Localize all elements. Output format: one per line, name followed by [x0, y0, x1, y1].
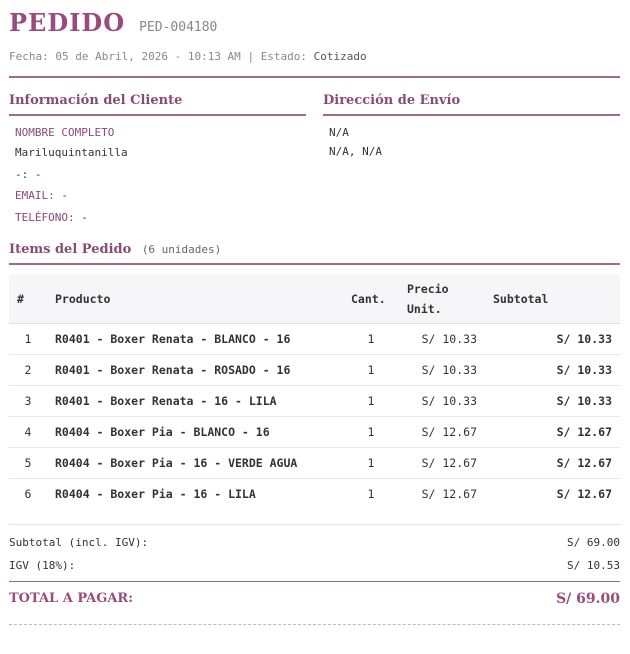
row-product: R0401 - Boxer Renata - ROSADO - 16	[47, 355, 343, 386]
total-label: TOTAL A PAGAR:	[9, 591, 134, 606]
table-header-row	[9, 274, 620, 324]
shipping-line-2: N/A, N/A	[329, 145, 382, 158]
col-header-subtotal: Subtotal	[485, 274, 620, 324]
client-name-value: Mariluquintanilla	[15, 146, 128, 159]
client-doc-row	[15, 164, 300, 186]
grand-total-row	[9, 581, 620, 616]
col-header-num: #	[9, 274, 47, 324]
row-price: S/ 12.67	[399, 417, 485, 448]
subtotal-value: S/ 69.00	[567, 536, 620, 549]
client-phone-value: -	[81, 210, 88, 224]
order-document	[9, 8, 620, 625]
shipping-line-1: N/A	[329, 126, 349, 139]
date-label: Fecha:	[9, 50, 49, 63]
client-phone-label: TELÉFONO:	[15, 210, 75, 224]
items-section-title	[9, 242, 620, 265]
subtotal-label: Subtotal (incl. IGV):	[9, 536, 149, 549]
row-subtotal: S/ 12.67	[485, 448, 620, 479]
row-product: R0404 - Boxer Pia - BLANCO - 16	[47, 417, 343, 448]
items-count: (6 unidades)	[141, 243, 222, 256]
row-qty: 1	[343, 417, 399, 448]
client-email-label: EMAIL:	[15, 189, 55, 202]
shipping-details	[323, 116, 620, 161]
igv-label: IGV (18%):	[9, 559, 76, 572]
page-title: PEDIDO	[9, 8, 126, 37]
footer-divider	[9, 624, 620, 625]
row-subtotal: S/ 12.67	[556, 487, 612, 501]
igv-value: S/ 10.53	[567, 559, 620, 572]
document-header	[9, 8, 620, 38]
col-header-price-line2: Unit.	[407, 301, 442, 316]
col-header-product: Producto	[47, 274, 343, 324]
date-value: 05 de Abril, 2026 - 10:13 AM	[55, 50, 241, 63]
table-row	[9, 386, 620, 417]
row-qty: 1	[343, 386, 399, 417]
items-table	[9, 274, 620, 509]
row-price: S/ 12.67	[421, 487, 477, 501]
client-name-row	[15, 142, 300, 164]
row-product: R0404 - Boxer Pia - 16 - VERDE AGUA	[47, 448, 343, 479]
row-subtotal: S/ 10.33	[485, 355, 620, 386]
shipping-section-title: Dirección de Envío	[323, 93, 620, 116]
igv-row	[9, 554, 620, 577]
row-price: S/ 10.33	[399, 386, 485, 417]
col-header-price-line1: Precio	[407, 281, 449, 296]
row-subtotal: S/ 10.33	[485, 386, 620, 417]
order-id: PED-004180	[139, 20, 218, 35]
status-label: Estado:	[260, 50, 308, 63]
header-divider	[9, 76, 620, 78]
row-price: S/ 10.33	[399, 355, 485, 386]
status-value: Cotizado	[313, 50, 367, 63]
items-title: Items del Pedido	[9, 242, 132, 257]
row-subtotal: S/ 10.33	[485, 324, 620, 355]
col-header-price	[399, 274, 485, 324]
row-num: 3	[9, 386, 47, 417]
row-num: 2	[9, 355, 47, 386]
row-qty: 1	[367, 487, 375, 501]
row-num: 1	[9, 324, 47, 355]
row-qty: 1	[343, 324, 399, 355]
client-name-label: NOMBRE COMPLETO	[15, 126, 115, 139]
client-doc-value: -	[34, 167, 42, 181]
client-section-title: Información del Cliente	[9, 93, 306, 116]
row-num: 6	[24, 487, 32, 501]
total-value: S/ 69.00	[556, 591, 620, 607]
client-details	[9, 116, 306, 228]
table-row	[9, 479, 620, 510]
client-phone-row	[15, 207, 300, 229]
client-email-row	[15, 185, 300, 207]
table-row	[9, 417, 620, 448]
row-subtotal: S/ 12.67	[485, 417, 620, 448]
row-num: 4	[9, 417, 47, 448]
table-row	[9, 355, 620, 386]
row-price: S/ 12.67	[399, 448, 485, 479]
client-doc-label: -:	[15, 167, 29, 181]
subtotal-row	[9, 531, 620, 554]
row-num: 5	[9, 448, 47, 479]
col-header-qty: Cant.	[343, 274, 399, 324]
order-meta	[9, 50, 620, 66]
row-product: R0404 - Boxer Pia - 16 - LILA	[55, 487, 256, 501]
table-row	[9, 448, 620, 479]
row-price: S/ 10.33	[399, 324, 485, 355]
table-row	[9, 324, 620, 355]
client-email-value: -	[61, 189, 68, 202]
client-info	[9, 93, 306, 228]
row-qty: 1	[343, 448, 399, 479]
totals-section	[9, 524, 620, 625]
row-product: R0401 - Boxer Renata - BLANCO - 16	[47, 324, 343, 355]
row-qty: 1	[343, 355, 399, 386]
client-name-label-row	[15, 123, 300, 142]
shipping-info	[323, 93, 620, 228]
info-section	[9, 93, 620, 228]
meta-separator: |	[247, 50, 255, 63]
row-product: R0401 - Boxer Renata - 16 - LILA	[47, 386, 343, 417]
